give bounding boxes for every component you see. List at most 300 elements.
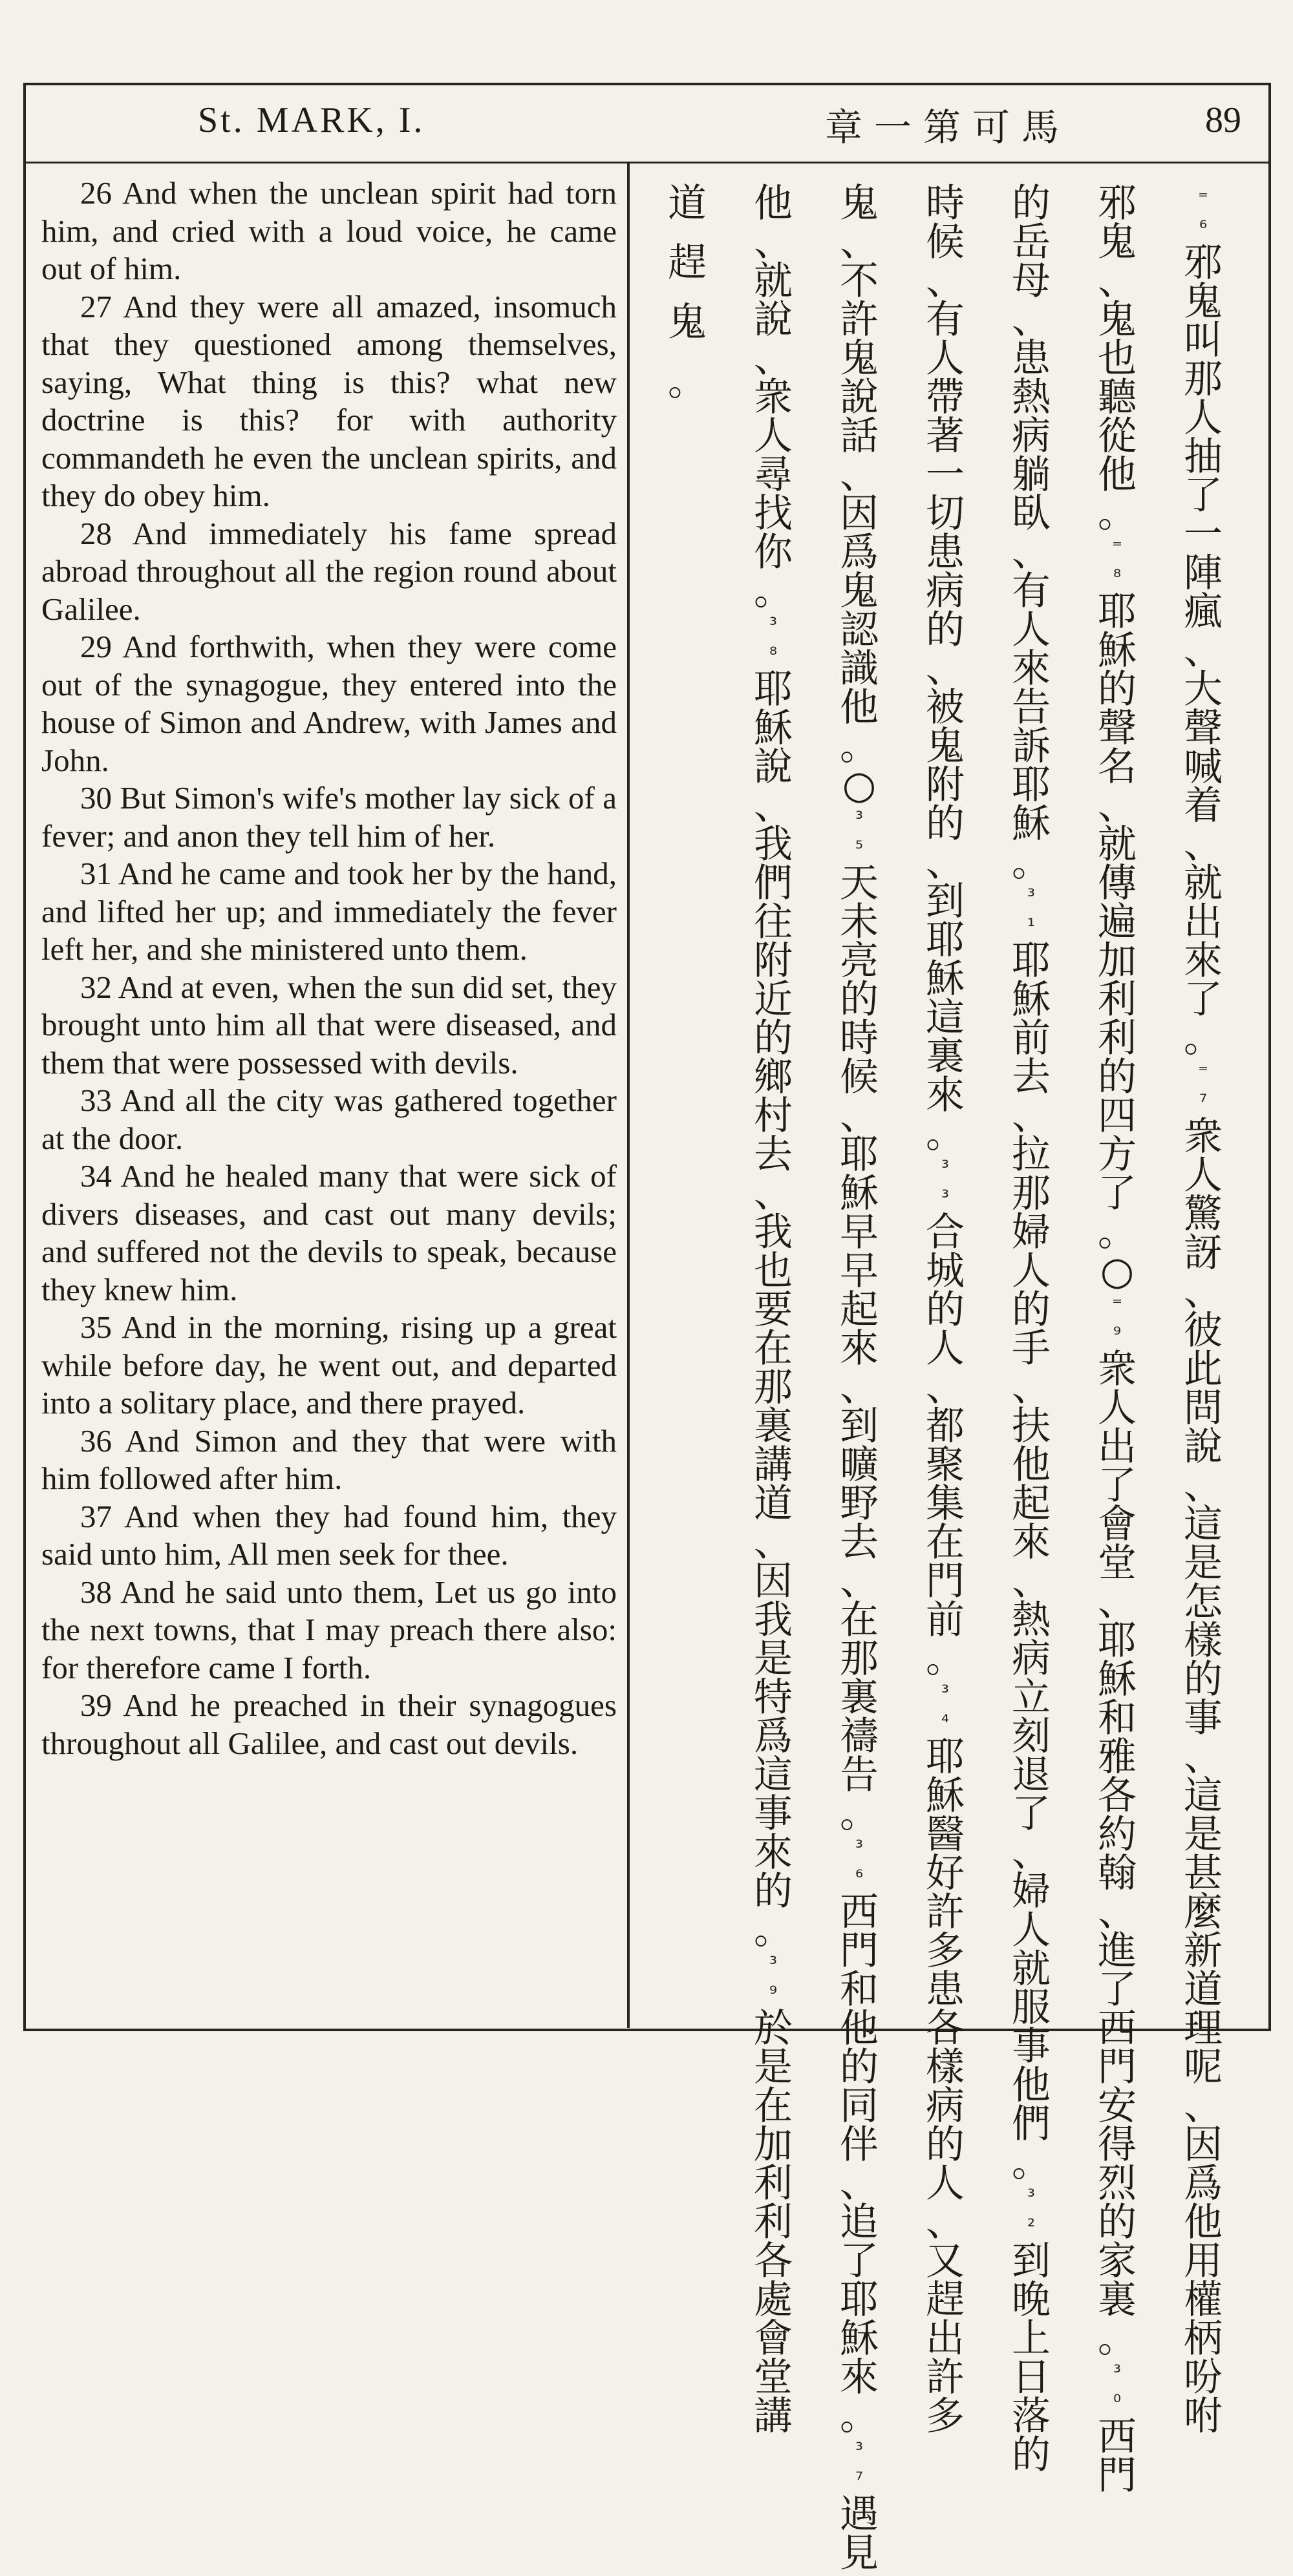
chinese-glyph: 穌 bbox=[1098, 1657, 1137, 1702]
chinese-glyph: 、 bbox=[926, 259, 965, 304]
chinese-glyph: 、 bbox=[840, 1559, 879, 1604]
chinese-glyph: 切 bbox=[926, 491, 965, 536]
chinese-glyph: 。 bbox=[1012, 2140, 1051, 2186]
chinese-glyph: 識 bbox=[840, 646, 879, 692]
chinese-glyph: 、 bbox=[1184, 1463, 1223, 1508]
chinese-glyph: 遍 bbox=[1098, 900, 1137, 945]
chinese-glyph: 人 bbox=[1098, 1386, 1137, 1431]
chinese-glyph: 上 bbox=[1012, 2316, 1051, 2361]
chinese-glyph: 、 bbox=[1098, 783, 1137, 829]
chinese-glyph: 帶 bbox=[926, 375, 965, 420]
chinese-glyph: 都 bbox=[926, 1404, 965, 1449]
chinese-glyph: 、 bbox=[1012, 1093, 1051, 1139]
chinese-glyph: 、 bbox=[1098, 1579, 1137, 1625]
chinese-glyph: 。 bbox=[926, 1112, 965, 1157]
chinese-glyph: 這 bbox=[754, 1753, 793, 1798]
chinese-glyph: 樣 bbox=[1184, 1618, 1223, 1663]
chinese-glyph: 來 bbox=[1012, 1520, 1051, 1565]
chinese-glyph: 村 bbox=[754, 1093, 793, 1139]
chinese-glyph: 穌 bbox=[1012, 801, 1051, 847]
chinese-glyph: 人 bbox=[926, 2161, 965, 2206]
chinese-glyph: 扶 bbox=[1012, 1404, 1051, 1449]
chinese-glyph: 伴 bbox=[840, 2122, 879, 2168]
chinese-glyph: 躺 bbox=[1012, 452, 1051, 498]
chinese-glyph: 處 bbox=[754, 2277, 793, 2323]
chinese-glyph: 這 bbox=[926, 995, 965, 1040]
chinese-glyph: 訝 bbox=[1184, 1230, 1223, 1276]
chinese-glyph: 說 bbox=[840, 375, 879, 420]
chinese-glyph: 他 bbox=[1012, 2063, 1051, 2108]
chinese-glyph: 有 bbox=[926, 297, 965, 343]
chinese-glyph: 因 bbox=[754, 1559, 793, 1604]
chinese-glyph: 穌 bbox=[1098, 628, 1137, 673]
chinese-glyph: 那 bbox=[840, 1636, 879, 1682]
chinese-glyph: 趕 bbox=[926, 2277, 965, 2323]
verse-30: 30 But Simon's wife's mother lay sick of a fever; and anon they tell him of her. bbox=[41, 780, 617, 854]
chinese-glyph: 彼 bbox=[1184, 1308, 1223, 1353]
verse-31: 31 And he came and took her by the hand, and lifted her up; and immediately the fever left her, and she ministered unto them. bbox=[41, 856, 617, 967]
chinese-glyph: 城 bbox=[926, 1249, 965, 1294]
chinese-glyph: 往 bbox=[754, 900, 793, 945]
chinese-glyph: 的 bbox=[840, 2045, 879, 2090]
chinese-glyph: ⁸ bbox=[769, 644, 778, 666]
chinese-glyph: 講 bbox=[754, 1442, 793, 1488]
chinese-glyph: 了 bbox=[1098, 1463, 1137, 1508]
chinese-glyph: 早 bbox=[840, 1210, 879, 1255]
chinese-glyph: 要 bbox=[754, 1287, 793, 1333]
chinese-glyph: 到 bbox=[926, 879, 965, 924]
chinese-glyph: 病 bbox=[1012, 1636, 1051, 1682]
chinese-glyph: ⁹ bbox=[769, 1983, 778, 2005]
chinese-glyph: ⁹ bbox=[1113, 1324, 1122, 1346]
chinese-glyph: ⁼ bbox=[1112, 1294, 1122, 1316]
chinese-glyph: 、 bbox=[926, 840, 965, 885]
chinese-glyph: 耶 bbox=[926, 1735, 965, 1780]
verse-36: 36 And Simon and they that were with him followed after him. bbox=[41, 1422, 617, 1496]
chinese-glyph: 耶 bbox=[926, 918, 965, 963]
chinese-glyph: 怎 bbox=[1184, 1579, 1223, 1625]
chinese-glyph: 一 bbox=[1184, 512, 1223, 557]
verse-28: 28 And immediately his fame spread abroad throughout all the region round about Galilee. bbox=[41, 515, 617, 627]
chinese-glyph: 鬼 bbox=[926, 724, 965, 769]
chinese-glyph: 、 bbox=[840, 220, 879, 265]
chinese-glyph: 、 bbox=[1184, 1735, 1223, 1780]
chinese-glyph: 耶 bbox=[1012, 938, 1051, 984]
chinese-glyph: 和 bbox=[840, 1967, 879, 2012]
chinese-glyph: 聽 bbox=[1098, 375, 1137, 420]
chinese-glyph: 呢 bbox=[1184, 2045, 1223, 2090]
chinese-glyph: 、 bbox=[840, 452, 879, 498]
chinese-glyph: 約 bbox=[1098, 1812, 1137, 1857]
chinese-glyph: ⁶ bbox=[1199, 217, 1208, 240]
chinese-glyph: 是 bbox=[1184, 1812, 1223, 1857]
chinese-glyph: 進 bbox=[1098, 1928, 1137, 1974]
chinese-glyph: 、 bbox=[754, 1520, 793, 1565]
chinese-glyph: 前 bbox=[926, 1598, 965, 1643]
chinese-glyph: 着 bbox=[1184, 783, 1223, 829]
chinese-glyph: ¹ bbox=[1027, 915, 1036, 938]
chinese-glyph: 耶 bbox=[754, 667, 793, 712]
chinese-glyph: 也 bbox=[754, 1249, 793, 1294]
chinese-glyph: 出 bbox=[1184, 900, 1223, 945]
chinese-column bbox=[1083, 181, 1151, 2498]
chinese-glyph: 耶 bbox=[840, 2277, 879, 2323]
chinese-glyph: 因 bbox=[1184, 2122, 1223, 2168]
chinese-glyph: 驚 bbox=[1184, 1192, 1223, 1237]
chinese-glyph: ³ bbox=[769, 1953, 778, 1976]
chinese-glyph: 人 bbox=[1184, 1153, 1223, 1198]
chinese-glyph: 告 bbox=[840, 1753, 879, 1798]
chinese-glyph: 候 bbox=[840, 1055, 879, 1100]
chinese-glyph: 爲 bbox=[1184, 2161, 1223, 2206]
chinese-glyph: 和 bbox=[1098, 1696, 1137, 1741]
chinese-glyph: 來 bbox=[1012, 646, 1051, 692]
chinese-glyph: 的 bbox=[926, 801, 965, 847]
chinese-glyph: 來 bbox=[926, 1073, 965, 1118]
chinese-glyph: 禱 bbox=[840, 1714, 879, 1759]
chinese-glyph: ³ bbox=[941, 1187, 950, 1209]
chinese-glyph: 、 bbox=[1012, 1830, 1051, 1875]
chinese-glyph: 堂 bbox=[754, 2355, 793, 2400]
chinese-glyph: 就 bbox=[754, 259, 793, 304]
verse-37: 37 And when they had found him, they said unto him, All men seek for thee. bbox=[41, 1498, 617, 1572]
chinese-glyph: ³ bbox=[941, 1157, 950, 1179]
chinese-glyph: 在 bbox=[840, 1598, 879, 1643]
page-header bbox=[23, 83, 1271, 164]
chinese-glyph: 道 bbox=[754, 1481, 793, 1526]
chinese-glyph: 叫 bbox=[1184, 318, 1223, 363]
chinese-glyph: 裏 bbox=[926, 1034, 965, 1079]
chinese-glyph: 了 bbox=[1098, 1171, 1137, 1216]
chinese-glyph: 出 bbox=[1098, 1424, 1137, 1470]
chinese-glyph: 的 bbox=[840, 977, 879, 1022]
chinese-glyph: 在 bbox=[754, 1326, 793, 1371]
chinese-glyph: 、 bbox=[1012, 1365, 1051, 1410]
chinese-glyph: 的 bbox=[926, 607, 965, 653]
chinese-glyph: 到 bbox=[840, 1404, 879, 1449]
chinese-glyph: 、 bbox=[926, 2200, 965, 2245]
chinese-glyph: 人 bbox=[1012, 1249, 1051, 1294]
chinese-glyph: 得 bbox=[1098, 2122, 1137, 2168]
chinese-glyph: 。 bbox=[1098, 1210, 1137, 1255]
chinese-glyph: 。 bbox=[1184, 1016, 1223, 1061]
chinese-glyph: ⁼ bbox=[1198, 187, 1208, 210]
chinese-glyph: 樣 bbox=[926, 2045, 965, 2090]
chinese-glyph: ⁼ bbox=[1198, 1061, 1208, 1084]
chinese-glyph: 在 bbox=[926, 1520, 965, 1565]
chinese-glyph: 。 bbox=[1012, 840, 1051, 885]
chinese-glyph: 裏 bbox=[1098, 2277, 1137, 2323]
chinese-glyph: 耶 bbox=[840, 1132, 879, 1177]
chinese-glyph: 早 bbox=[840, 1249, 879, 1294]
chinese-glyph: 退 bbox=[1012, 1753, 1051, 1798]
chinese-glyph: 的 bbox=[1098, 1055, 1137, 1100]
chinese-glyph: 的 bbox=[1098, 2200, 1137, 2245]
chinese-glyph: 許 bbox=[926, 1890, 965, 1935]
chinese-glyph: 不 bbox=[840, 259, 879, 304]
chinese-glyph: ⁷ bbox=[1199, 1091, 1208, 1114]
chinese-column bbox=[911, 181, 979, 2439]
chinese-glyph: 我 bbox=[754, 1210, 793, 1255]
chinese-glyph: 會 bbox=[1098, 1502, 1137, 1547]
chinese-glyph: 許 bbox=[840, 297, 879, 343]
chinese-glyph: 人 bbox=[1012, 1908, 1051, 1953]
chinese-glyph: 起 bbox=[1012, 1481, 1051, 1526]
chinese-glyph: 咐 bbox=[1184, 2394, 1223, 2439]
chinese-glyph: 的 bbox=[1184, 1657, 1223, 1702]
chinese-glyph: 穌 bbox=[840, 2316, 879, 2361]
chinese-glyph: 人 bbox=[926, 1326, 965, 1371]
chinese-glyph: 耶 bbox=[1098, 589, 1137, 635]
chinese-glyph: 事 bbox=[1184, 1696, 1223, 1741]
verse-26: 26 And when the unclean spirit had torn him, and cried with a loud voice, he came out of him. bbox=[41, 175, 617, 286]
chinese-glyph: 這 bbox=[1184, 1502, 1223, 1547]
chinese-glyph: 的 bbox=[1012, 2433, 1051, 2478]
chinese-glyph: ³ bbox=[855, 2439, 864, 2462]
chinese-glyph: 野 bbox=[840, 1481, 879, 1526]
chinese-glyph: 人 bbox=[1012, 607, 1051, 653]
chinese-glyph: 柄 bbox=[1184, 2316, 1223, 2361]
chinese-glyph: 鬼 bbox=[840, 569, 879, 614]
chinese-glyph: 附 bbox=[754, 938, 793, 984]
chinese-glyph: 許 bbox=[926, 2355, 965, 2400]
chinese-glyph: 婦 bbox=[1012, 1869, 1051, 1914]
chinese-glyph: 麼 bbox=[1184, 1890, 1223, 1935]
chinese-glyph: 他 bbox=[1098, 452, 1137, 498]
chinese-glyph: 訴 bbox=[1012, 724, 1051, 769]
verse-39: 39 And he preached in their synagogues throughout all Galilee, and cast out devils. bbox=[41, 1687, 617, 1761]
chinese-text-column bbox=[646, 181, 1254, 2576]
chinese-column bbox=[1169, 184, 1237, 2439]
chinese-glyph: 講 bbox=[754, 2394, 793, 2439]
chinese-glyph: 。 bbox=[754, 569, 793, 614]
chinese-glyph: 甚 bbox=[1184, 1851, 1223, 1896]
chinese-glyph: 岳 bbox=[1012, 220, 1051, 265]
chinese-column bbox=[653, 181, 721, 2020]
chinese-column bbox=[739, 181, 807, 2439]
chinese-glyph: 在 bbox=[754, 2084, 793, 2129]
chinese-glyph: 、 bbox=[754, 220, 793, 265]
chinese-glyph: ³ bbox=[1027, 2186, 1036, 2208]
chinese-glyph: 、 bbox=[1184, 1269, 1223, 1314]
chinese-glyph: 從 bbox=[1098, 414, 1137, 459]
chinese-glyph: ⁰ bbox=[1113, 2391, 1122, 2414]
chinese-glyph: 抽 bbox=[1184, 434, 1223, 480]
chinese-glyph: 喊 bbox=[1184, 744, 1223, 790]
chinese-glyph: 見 bbox=[840, 2531, 879, 2576]
verse-34: 34 And he healed many that were sick of divers diseases, and cast out many devils; and suffered not the devils to speak, because they knew him. bbox=[41, 1158, 617, 1307]
chinese-glyph: ⁵ bbox=[855, 838, 864, 860]
chinese-glyph: 、 bbox=[926, 646, 965, 692]
chinese-glyph: 他 bbox=[840, 2006, 879, 2051]
chinese-glyph: 被 bbox=[926, 685, 965, 730]
chinese-glyph: 立 bbox=[1012, 1675, 1051, 1720]
chinese-glyph: 病 bbox=[926, 569, 965, 614]
chinese-glyph: 晚 bbox=[1012, 2277, 1051, 2323]
verse-29: 29 And forthwith, when they were come out of the synagogue, they entered into the house of Simon and Andrew, with James and John. bbox=[41, 629, 617, 778]
chinese-glyph: 。 bbox=[668, 359, 707, 405]
chinese-glyph: 去 bbox=[840, 1520, 879, 1565]
chinese-glyph: 患 bbox=[926, 530, 965, 575]
chinese-glyph: 熱 bbox=[1012, 375, 1051, 420]
chinese-glyph: 各 bbox=[1098, 1773, 1137, 1819]
chinese-glyph: 衆 bbox=[1098, 1347, 1137, 1392]
chinese-glyph: 傳 bbox=[1098, 861, 1137, 906]
chinese-glyph: 的 bbox=[754, 1869, 793, 1914]
chinese-glyph: 各 bbox=[754, 2239, 793, 2284]
chinese-glyph: 服 bbox=[1012, 1985, 1051, 2031]
chinese-glyph: ⁴ bbox=[941, 1711, 950, 1734]
chinese-glyph: ⁸ bbox=[1113, 566, 1122, 589]
chinese-glyph: 一 bbox=[926, 452, 965, 498]
chinese-glyph: 、 bbox=[1184, 822, 1223, 867]
chinese-running-title: 章一第可馬 bbox=[825, 105, 1071, 149]
chinese-glyph: 天 bbox=[840, 861, 879, 906]
chinese-glyph: 去 bbox=[754, 1132, 793, 1177]
chinese-glyph: 會 bbox=[754, 2316, 793, 2361]
verse-33: 33 And all the city was gathered together at the door. bbox=[41, 1082, 617, 1156]
chinese-glyph: 鬼 bbox=[1098, 220, 1137, 265]
chinese-glyph: 、 bbox=[1012, 1559, 1051, 1604]
chinese-glyph: 、 bbox=[1012, 297, 1051, 343]
chinese-glyph: 出 bbox=[926, 2316, 965, 2361]
chinese-glyph: 利 bbox=[1098, 977, 1137, 1022]
chinese-glyph: 瘋 bbox=[1184, 589, 1223, 635]
chinese-glyph: 鬼 bbox=[840, 181, 879, 226]
chinese-glyph: 各 bbox=[926, 2006, 965, 2051]
chinese-glyph: 邪 bbox=[1098, 181, 1137, 226]
chinese-glyph: 方 bbox=[1098, 1132, 1137, 1177]
chinese-glyph: 他 bbox=[1012, 1442, 1051, 1488]
chinese-glyph: 亮 bbox=[840, 938, 879, 984]
verse-27: 27 And they were all amazed, insomuch that they questioned among themselves, saying, What thing is this? what new doctrine is this? for with authority commandeth he even the unclean spirits, and they do obey him. bbox=[41, 288, 617, 513]
chinese-glyph: 因 bbox=[840, 491, 879, 536]
chinese-glyph: 陣 bbox=[1184, 551, 1223, 596]
chinese-glyph: 堂 bbox=[1098, 1541, 1137, 1586]
chinese-glyph: 的 bbox=[926, 1287, 965, 1333]
chinese-glyph: 、 bbox=[754, 783, 793, 829]
chinese-glyph: 穌 bbox=[1012, 977, 1051, 1022]
chinese-glyph: 來 bbox=[1184, 938, 1223, 984]
chinese-glyph: 病 bbox=[926, 2084, 965, 2129]
chinese-glyph: 我 bbox=[754, 822, 793, 867]
chinese-glyph: 母 bbox=[1012, 259, 1051, 304]
chinese-glyph: 趕 bbox=[668, 240, 707, 286]
chinese-glyph: 說 bbox=[1184, 1424, 1223, 1470]
chinese-glyph: 拉 bbox=[1012, 1132, 1051, 1177]
chinese-glyph: 近 bbox=[754, 977, 793, 1022]
chinese-glyph: ³ bbox=[769, 614, 778, 637]
chinese-glyph: 醫 bbox=[926, 1812, 965, 1857]
chinese-glyph: 也 bbox=[1098, 336, 1137, 381]
chinese-glyph: 加 bbox=[1098, 938, 1137, 984]
chinese-glyph: 利 bbox=[754, 2161, 793, 2206]
chinese-glyph: 了 bbox=[1184, 977, 1223, 1022]
chinese-glyph: 刻 bbox=[1012, 1714, 1051, 1759]
chinese-glyph: 裏 bbox=[840, 1675, 879, 1720]
chinese-glyph: 門 bbox=[926, 1559, 965, 1604]
chinese-glyph: 就 bbox=[1184, 861, 1223, 906]
chinese-glyph: 西 bbox=[840, 1890, 879, 1935]
chinese-glyph: 衆 bbox=[754, 375, 793, 420]
chinese-glyph: 、 bbox=[1184, 2084, 1223, 2129]
chinese-glyph: 、 bbox=[1012, 530, 1051, 575]
chinese-glyph: 是 bbox=[1184, 1541, 1223, 1586]
chinese-glyph: ³ bbox=[1027, 885, 1036, 908]
chinese-glyph: 病 bbox=[1012, 414, 1051, 459]
chinese-glyph: 。 bbox=[1098, 491, 1137, 536]
chinese-glyph: 時 bbox=[840, 1016, 879, 1061]
chinese-glyph: 穌 bbox=[754, 706, 793, 751]
chinese-glyph: 他 bbox=[840, 685, 879, 730]
chinese-glyph: 婦 bbox=[1012, 1210, 1051, 1255]
chinese-glyph: 權 bbox=[1184, 2277, 1223, 2323]
chinese-glyph: 同 bbox=[840, 2084, 879, 2129]
chinese-glyph: 就 bbox=[1098, 822, 1137, 867]
chinese-glyph: 安 bbox=[1098, 2084, 1137, 2129]
chinese-glyph: 門 bbox=[1098, 2453, 1137, 2498]
chinese-glyph: 好 bbox=[926, 1851, 965, 1896]
chinese-glyph: 名 bbox=[1098, 744, 1137, 790]
chinese-glyph: 。 bbox=[840, 724, 879, 769]
chinese-glyph: 那 bbox=[1184, 357, 1223, 402]
chinese-glyph: 找 bbox=[754, 491, 793, 536]
chinese-glyph: 鄉 bbox=[754, 1055, 793, 1100]
chinese-glyph: 尋 bbox=[754, 452, 793, 498]
chinese-glyph: 雅 bbox=[1098, 1735, 1137, 1780]
chinese-glyph: 是 bbox=[754, 1636, 793, 1682]
chinese-glyph: 了 bbox=[840, 2239, 879, 2284]
chinese-glyph: 西 bbox=[1098, 2414, 1137, 2460]
chinese-glyph: 患 bbox=[926, 1967, 965, 2012]
chinese-glyph: 。 bbox=[754, 1908, 793, 1953]
chinese-glyph: 事 bbox=[1012, 2024, 1051, 2069]
chinese-glyph: 穌 bbox=[926, 1773, 965, 1819]
chinese-glyph: 鬼 bbox=[840, 336, 879, 381]
chinese-glyph: 我 bbox=[754, 1598, 793, 1643]
chinese-glyph: 理 bbox=[1184, 2006, 1223, 2051]
chinese-glyph: 四 bbox=[1098, 1093, 1137, 1139]
chinese-glyph: ⁶ bbox=[855, 1866, 864, 1889]
chinese-glyph: ○ bbox=[1100, 1249, 1135, 1294]
chinese-glyph: 那 bbox=[754, 1365, 793, 1410]
chinese-glyph: 是 bbox=[754, 2045, 793, 2090]
chinese-glyph: 穌 bbox=[840, 1171, 879, 1216]
chinese-glyph: 前 bbox=[1012, 1016, 1051, 1061]
verse-38: 38 And he said unto them, Let us go into the next towns, that I may preach there also: for therefore came I forth. bbox=[41, 1574, 617, 1685]
chinese-glyph: 、 bbox=[754, 1171, 793, 1216]
chinese-glyph: 問 bbox=[1184, 1386, 1223, 1431]
chinese-glyph: 鬼 bbox=[1098, 297, 1137, 343]
chinese-glyph: 來 bbox=[840, 1326, 879, 1371]
chinese-column bbox=[825, 181, 893, 2576]
chinese-glyph: 熱 bbox=[1012, 1598, 1051, 1643]
chinese-glyph: 加 bbox=[754, 2122, 793, 2168]
chinese-glyph: 話 bbox=[840, 414, 879, 459]
chinese-glyph: 、 bbox=[1098, 259, 1137, 304]
chinese-glyph: ⁷ bbox=[855, 2469, 864, 2491]
chinese-glyph: 、 bbox=[754, 336, 793, 381]
chinese-glyph: 人 bbox=[754, 414, 793, 459]
chinese-glyph: 邪 bbox=[1184, 240, 1223, 286]
chinese-glyph: 他 bbox=[754, 181, 793, 226]
chinese-glyph: ² bbox=[1027, 2215, 1036, 2238]
chinese-glyph: 到 bbox=[1012, 2239, 1051, 2284]
chinese-glyph: 。 bbox=[1098, 2316, 1137, 2361]
chinese-glyph: 鬼 bbox=[668, 300, 707, 345]
chinese-glyph: 手 bbox=[1012, 1326, 1051, 1371]
chinese-glyph: 你 bbox=[754, 530, 793, 575]
